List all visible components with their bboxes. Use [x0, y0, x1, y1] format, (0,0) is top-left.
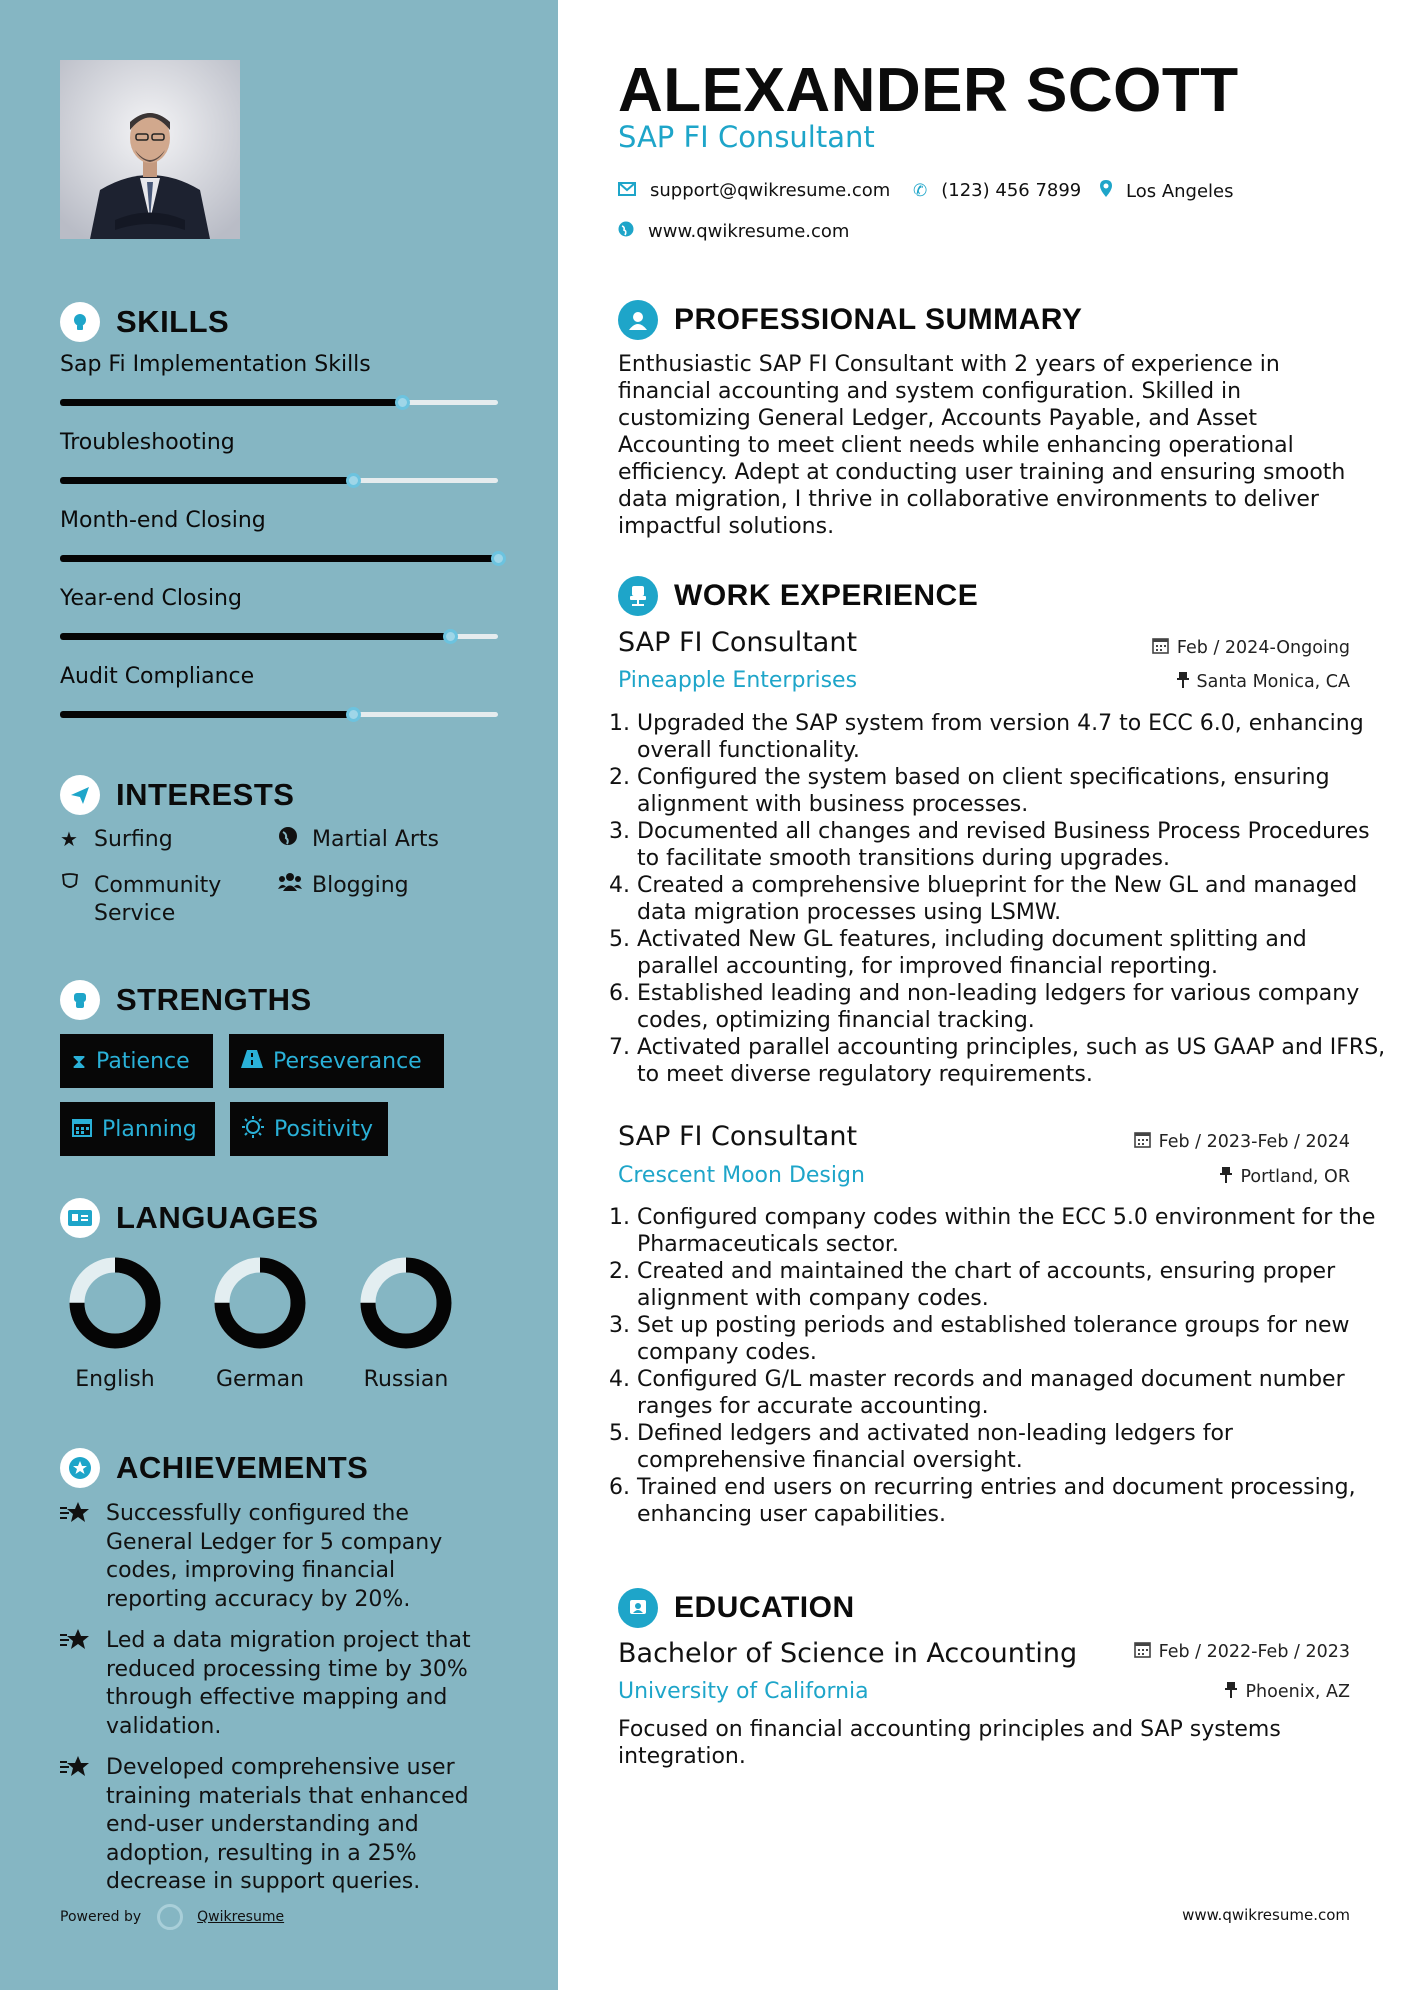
users-icon [278, 872, 302, 898]
calendar-icon [1152, 637, 1169, 658]
list-item: 5. Activated New GL features, including document splitting and parallel accounting, for improved financial reporting. [609, 927, 1307, 979]
graduate-icon [618, 1588, 658, 1628]
skill-bar [60, 553, 498, 563]
pin-icon [1177, 672, 1189, 692]
contact-website[interactable]: www.qwikresume.com [618, 221, 849, 242]
candidate-name: ALEXANDER SCOTT [618, 56, 1239, 125]
strength-badge: Planning [60, 1102, 215, 1156]
language-donut [356, 1253, 456, 1353]
hourglass-icon: ⧗ [72, 1049, 87, 1073]
languages-heading: LANGUAGES [60, 1198, 319, 1238]
job-location: Santa Monica, CA [1177, 672, 1351, 692]
job-title: SAP FI Consultant [618, 627, 858, 658]
list-item: 2. Created and maintained the chart of accounts, ensuring proper alignment with company codes. [609, 1259, 1336, 1311]
interest-item: ★ Surfing [60, 827, 173, 852]
job-bullets [609, 710, 1388, 1088]
skills-heading: SKILLS [60, 302, 229, 342]
achievement-item: Successfully configured the General Ledger for 5 company codes, improving financial reporting accuracy by 20%. [60, 1500, 500, 1614]
achievement-item: Developed comprehensive user training materials that enhanced end-user understanding and adoption, resulting in a 25% decrease in support queries. [60, 1754, 500, 1897]
contact-location: Los Angeles [1100, 180, 1234, 202]
shield-icon [60, 872, 84, 898]
education-location: Phoenix, AZ [1225, 1682, 1350, 1702]
list-item: 1. Upgraded the SAP system from version 4.7 to ECC 6.0, enhancing overall functionality. [609, 711, 1364, 763]
chair-icon [618, 576, 658, 616]
job-title: SAP FI Consultant [618, 1121, 858, 1152]
list-item: 3. Documented all changes and revised Business Process Procedures to facilitate smooth transitions during upgrades. [609, 819, 1370, 871]
powered-by: Powered by Qwikresume [60, 1904, 284, 1930]
star-list-icon [60, 1627, 106, 1741]
star-list-icon [60, 1500, 106, 1614]
road-icon [241, 1049, 263, 1073]
list-item: 6. Trained end users on recurring entries and document processing, enhancing user capabilities. [609, 1475, 1356, 1527]
contact-email[interactable]: support@qwikresume.com [618, 180, 890, 201]
pin-icon [1225, 1682, 1237, 1702]
list-item: 3. Set up posting periods and established tolerance groups for new company codes. [609, 1313, 1350, 1365]
education-description: Focused on financial accounting principles and SAP systems integration. [618, 1717, 1281, 1769]
qwikresume-logo-icon [157, 1904, 183, 1930]
interest-item: Blogging [278, 872, 409, 900]
skill-bar [60, 631, 498, 641]
experience-heading: WORK EXPERIENCE [618, 576, 978, 616]
strength-badge: Perseverance [229, 1034, 444, 1088]
skill-bar [60, 709, 498, 719]
fist-icon [60, 980, 100, 1020]
language-item: Russian [351, 1253, 461, 1392]
user-icon [618, 300, 658, 340]
list-item: 5. Defined ledgers and activated non-leading ledgers for comprehensive financial oversight. [609, 1421, 1233, 1473]
lightbulb-icon [60, 302, 100, 342]
calendar-icon [1134, 1131, 1151, 1152]
list-item: 1. Configured company codes within the ECC 5.0 environment for the Pharmaceuticals sector. [609, 1205, 1376, 1257]
skill-label: Sap Fi Implementation Skills [60, 352, 371, 377]
list-item: 4. Configured G/L master records and managed document number ranges for accurate accounting. [609, 1367, 1345, 1419]
skill-bar [60, 475, 498, 485]
school-name: University of California [618, 1679, 869, 1704]
globe-icon [618, 221, 634, 242]
degree-title: Bachelor of Science in Accounting [618, 1638, 1078, 1669]
achievement-item: Led a data migration project that reduced processing time by 30% through effective mapping and validation. [60, 1627, 500, 1741]
list-item: 2. Configured the system based on client specifications, ensuring alignment with business processes. [609, 765, 1330, 817]
sidebar [0, 0, 558, 1990]
interest-item: Martial Arts [278, 826, 439, 854]
list-item: 4. Created a comprehensive blueprint for the New GL and managed data migration processes using LSMW. [609, 873, 1358, 925]
strength-badge: ⧗ Patience [60, 1034, 213, 1088]
strengths-heading: STRENGTHS [60, 980, 312, 1020]
skill-label: Troubleshooting [60, 430, 235, 455]
strength-badge: Positivity [230, 1102, 388, 1156]
skill-bar [60, 397, 498, 407]
star-icon: ★ [60, 827, 78, 851]
calendar-icon [1134, 1641, 1151, 1662]
skill-label: Month-end Closing [60, 508, 266, 533]
contact-phone[interactable]: ✆ (123) 456 7899 [913, 180, 1082, 201]
interests-heading: INTERESTS [60, 775, 294, 815]
footer-website-link[interactable]: www.qwikresume.com [1182, 1906, 1350, 1924]
envelope-icon [618, 181, 636, 201]
paper-plane-icon [60, 775, 100, 815]
skill-label: Audit Compliance [60, 664, 255, 689]
job-dates: Feb / 2024-Ongoing [1152, 637, 1350, 658]
star-badge-icon [60, 1448, 100, 1488]
pin-icon [1220, 1167, 1232, 1187]
job-bullets [609, 1204, 1388, 1528]
job-location: Portland, OR [1220, 1167, 1350, 1187]
education-heading: EDUCATION [618, 1588, 855, 1628]
sun-icon [242, 1116, 264, 1143]
company-name: Crescent Moon Design [618, 1163, 865, 1188]
achievements-heading: ACHIEVEMENTS [60, 1448, 368, 1488]
list-item: 7. Activated parallel accounting principles, such as US GAAP and IFRS, to meet diverse regulatory requirements. [609, 1035, 1386, 1087]
language-item: German [205, 1253, 315, 1392]
main-content [558, 0, 1407, 1990]
job-dates: Feb / 2023-Feb / 2024 [1134, 1131, 1350, 1152]
company-name: Pineapple Enterprises [618, 668, 858, 693]
language-icon [60, 1198, 100, 1238]
profile-photo [60, 60, 240, 239]
candidate-role: SAP FI Consultant [618, 120, 875, 154]
summary-heading: PROFESSIONAL SUMMARY [618, 300, 1082, 340]
star-list-icon [60, 1754, 106, 1897]
skill-label: Year-end Closing [60, 586, 242, 611]
language-donut [210, 1253, 310, 1353]
language-donut [65, 1253, 165, 1353]
education-dates: Feb / 2022-Feb / 2023 [1134, 1641, 1350, 1662]
map-pin-icon [1100, 180, 1112, 202]
calendar-icon [72, 1117, 92, 1142]
summary-text: Enthusiastic SAP FI Consultant with 2 years of experience in financial accounting and system configuration. Skilled in customizing General Ledger, Accounts Payable, and Asset Accounting to meet client needs while enhancing operational efficiency. Adept at conducting user training and ensuring smooth data migration, I thrive in collaborative environments to deliver impactful solutions. [618, 352, 1346, 539]
qwikresume-link[interactable]: Qwikresume [197, 1909, 285, 1925]
language-item: English [60, 1253, 170, 1392]
phone-icon: ✆ [913, 180, 928, 201]
globe-icon [278, 826, 302, 852]
list-item: 6. Established leading and non-leading ledgers for various company codes, optimizing financial tracking. [609, 981, 1360, 1033]
interest-item: Community Service [60, 872, 260, 928]
